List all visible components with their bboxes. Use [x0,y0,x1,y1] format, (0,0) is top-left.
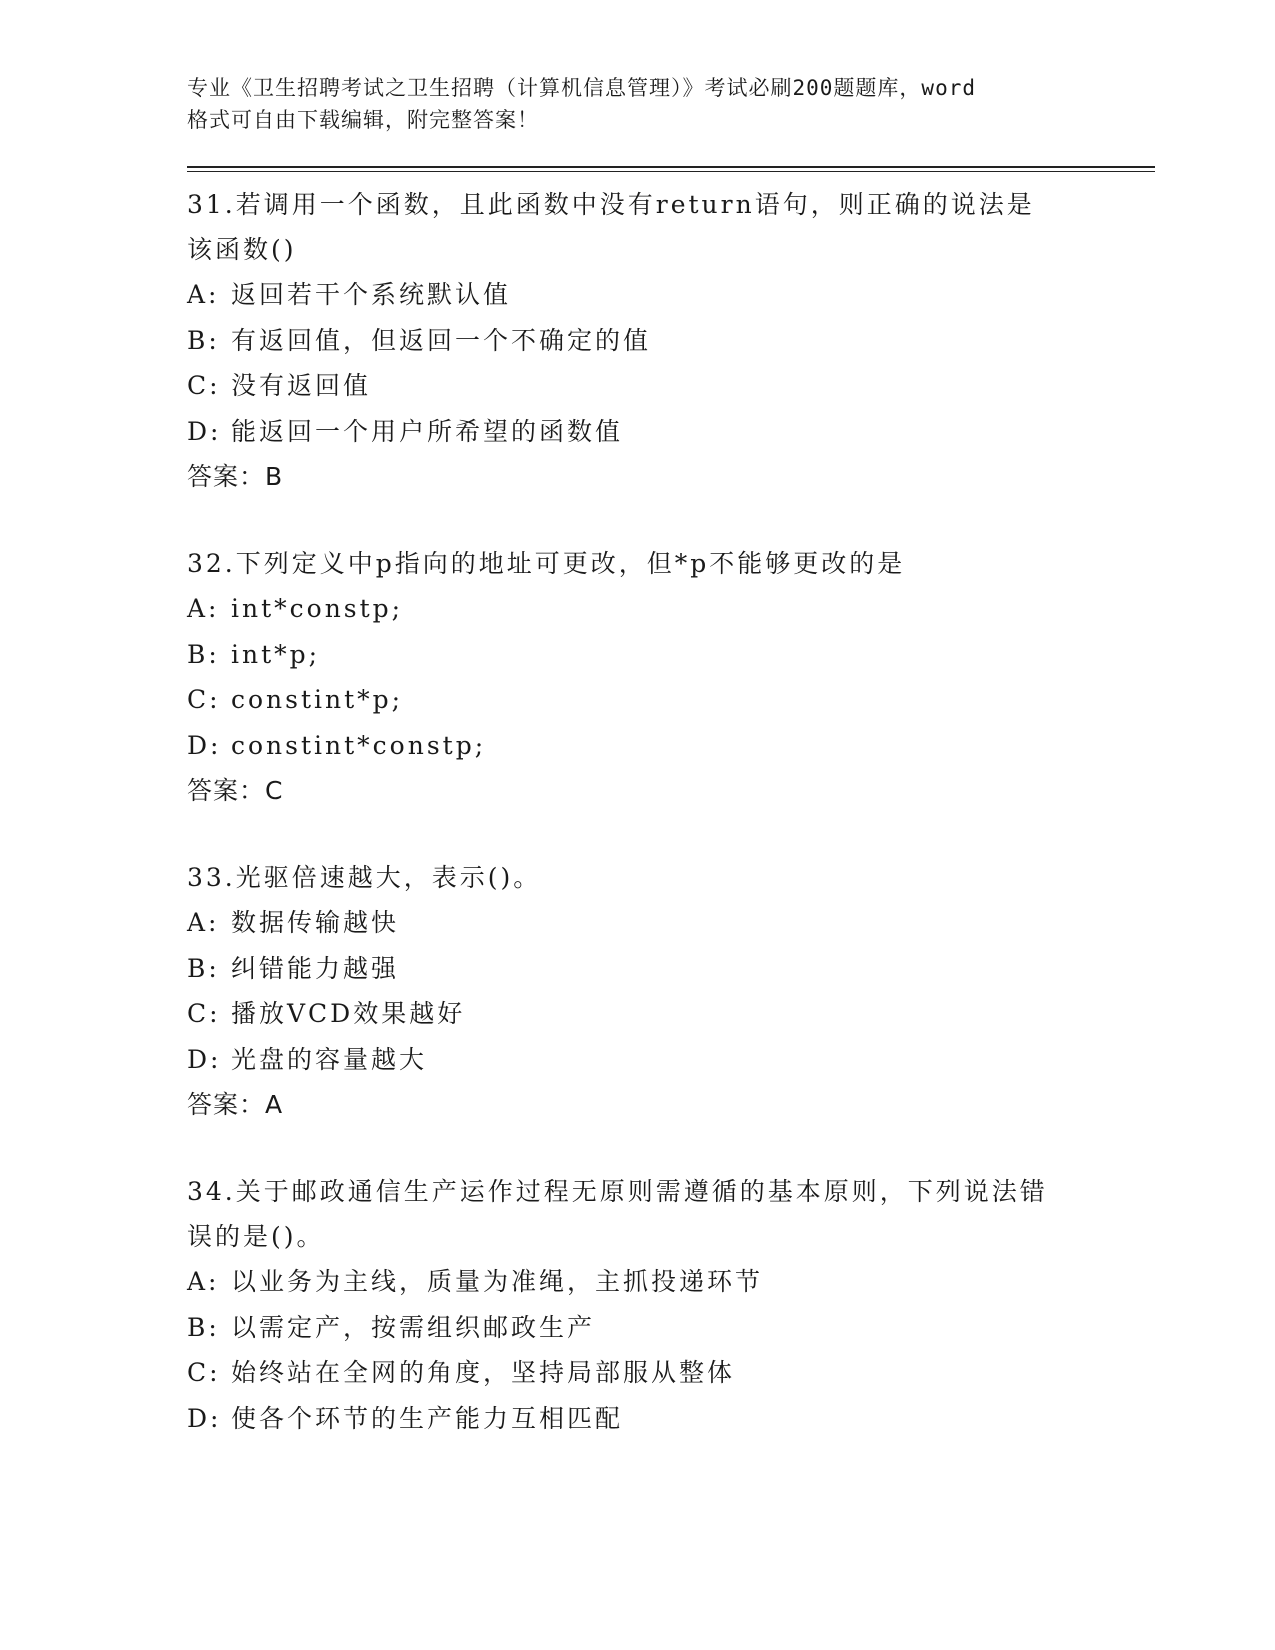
option-letter: D: [187,1403,222,1433]
answer-line: 答案：A [187,1090,284,1119]
option-d [187,409,1157,455]
question-text: 该函数() [187,235,297,264]
option-letter: D: [187,1044,222,1074]
document-page [187,72,1157,1483]
option-text: constint*constp; [231,730,487,760]
option-text: 能返回一个用户所希望的函数值 [231,416,624,446]
option-d [187,1037,1157,1083]
option-b [187,318,1157,364]
option-text: 以需定产，按需组织邮政生产 [231,1312,596,1342]
option-a [187,900,1157,946]
option-text: int*p; [231,639,321,669]
option-a [187,272,1157,318]
question-text: 误的是()。 [187,1222,325,1251]
option-text: constint*p; [231,685,404,714]
option-letter: A: [187,908,220,937]
option-text: 有返回值，但返回一个不确定的值 [231,325,652,355]
option-letter: C: [187,999,221,1028]
option-letter: C: [187,1358,221,1387]
option-letter: B: [187,639,220,669]
option-letter: B: [187,325,220,355]
question-text: 34.关于邮政通信生产运作过程无原则需遵循的基本原则，下列说法错 [187,1177,1048,1206]
question-34 [187,1169,1157,1441]
option-letter: D: [187,416,222,446]
option-letter: B: [187,953,220,983]
option-letter: A: [187,594,220,623]
option-b [187,1305,1157,1351]
option-letter: A: [187,1267,220,1296]
option-a [187,1259,1157,1305]
option-text: 始终站在全网的角度，坚持局部服从整体 [231,1358,736,1387]
option-c [187,677,1157,723]
question-31 [187,182,1157,499]
option-text: 返回若干个系统默认值 [231,280,512,309]
question-text: 32.下列定义中p指向的地址可更改，但*p不能够更改的是 [187,549,906,578]
answer-line: 答案：C [187,776,284,805]
document-header-line-2: 格式可自由下载编辑，附完整答案！ [187,108,539,132]
option-d [187,723,1157,769]
option-letter: C: [187,685,221,714]
option-text: 数据传输越快 [231,908,400,937]
option-text: 使各个环节的生产能力互相匹配 [231,1403,624,1433]
option-letter: C: [187,371,221,400]
question-text: 31.若调用一个函数，且此函数中没有return语句，则正确的说法是 [187,190,1035,219]
option-c [187,1350,1157,1396]
question-33 [187,855,1157,1127]
question-list [187,182,1157,1441]
option-b [187,632,1157,678]
option-c [187,991,1157,1037]
option-text: int*constp; [231,594,404,623]
option-text: 光盘的容量越大 [231,1044,428,1074]
option-a [187,586,1157,632]
option-b [187,946,1157,992]
question-32 [187,541,1157,813]
option-d [187,1396,1157,1442]
document-header-line-1: 专业《卫生招聘考试之卫生招聘（计算机信息管理）》考试必刷200题题库，word [187,76,976,100]
question-text: 33.光驱倍速越大，表示()。 [187,863,542,892]
header-divider [187,166,1155,172]
option-letter: B: [187,1312,220,1342]
option-letter: A: [187,280,220,309]
option-text: 纠错能力越强 [231,953,400,983]
answer-line: 答案：B [187,462,284,491]
option-text: 播放VCD效果越好 [231,999,466,1028]
option-text: 以业务为主线，质量为准绳，主抓投递环节 [231,1267,764,1296]
option-letter: D: [187,730,222,760]
option-c [187,363,1157,409]
option-text: 没有返回值 [231,371,372,400]
